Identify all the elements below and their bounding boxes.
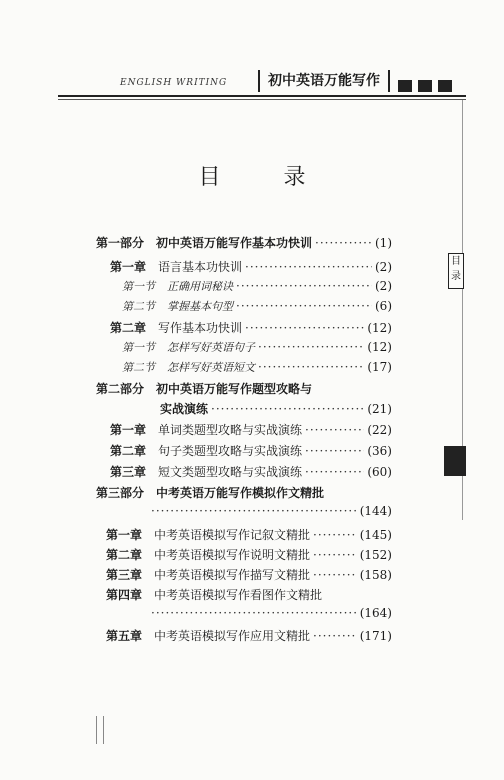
toc-leader [245,321,364,335]
toc-text: 掌握基本句型 [167,300,233,313]
toc-label: 第二章 [106,548,143,562]
toc-text: 中考英语万能写作模拟作文精批 [156,486,325,500]
toc-text: 正确用词秘诀 [167,280,233,293]
toc-page: (21) [367,402,392,416]
toc-text: 语言基本功快训 [158,260,243,274]
toc-page: (164) [359,606,392,620]
toc-leader [236,299,372,313]
toc-leader [305,465,364,479]
toc-entry [122,339,392,355]
toc-entry [148,606,392,620]
toc-text: 中考英语模拟写作看图作文精批 [154,588,323,602]
header-square-1 [398,80,412,92]
toc-text: 短文类题型攻略与实战演练 [158,465,303,479]
toc-text: 中考英语模拟写作记叙文精批 [154,528,311,542]
toc-label: 第三章 [110,465,147,479]
toc-page: (171) [359,629,392,643]
toc-page: (145) [359,528,392,542]
toc-label: 第一章 [110,260,147,274]
toc-label: 第一节 [122,280,155,293]
toc-entry [110,258,392,275]
toc-leader [258,340,364,354]
toc-text: 中考英语模拟写作描写文精批 [154,568,311,582]
toc-leader [211,402,364,416]
toc-text: 初中英语万能写作基本功快训 [156,236,313,250]
toc-entry [106,526,392,543]
toc-entry [106,627,392,644]
header-rule-thin [58,99,466,100]
toc-text: 初中英语万能写作题型攻略与 [156,382,313,396]
toc-leader [305,444,364,458]
toc-leader [236,279,372,293]
toc-entry [110,421,392,438]
header-title: 初中英语万能写作 [258,70,390,92]
toc-page: (36) [367,444,392,458]
toc-label: 第二节 [122,300,155,313]
toc-text: 实战演练 [160,402,209,416]
toc-page: (6) [375,299,392,313]
toc-entry [110,463,392,480]
toc-label: 第一章 [106,528,143,542]
toc-entry [122,278,392,294]
toc-leader [151,504,357,518]
toc-label: 第五章 [106,629,143,643]
toc-entry [148,504,392,518]
toc-text: 单词类题型攻略与实战演练 [158,423,303,437]
toc-page: (22) [367,423,392,437]
toc-entry [106,566,392,583]
toc-leader [315,236,372,250]
toc-entry [96,380,392,397]
toc-text: 写作基本功快训 [158,321,243,335]
toc-entry [96,484,392,501]
toc-leader [313,629,357,643]
header-latin: ENGLISH WRITING [120,78,228,88]
toc-leader [313,548,357,562]
toc-page: (2) [375,260,392,274]
toc-text: 怎样写好英语短文 [167,361,255,374]
toc-page: (12) [367,340,392,354]
toc-text: 句子类题型攻略与实战演练 [158,444,303,458]
toc-page: (17) [367,360,392,374]
toc-label: 第二章 [110,444,147,458]
side-tab: 目 录 [448,253,464,289]
toc-page: (158) [359,568,392,582]
toc-page: (60) [367,465,392,479]
toc-leader [245,260,372,274]
toc-leader [258,360,364,374]
header-square-2 [418,80,432,92]
toc-page: (144) [359,504,392,518]
toc-label: 第二章 [110,321,147,335]
toc-entry [148,400,392,417]
toc-page: (152) [359,548,392,562]
toc-label: 第二部分 [96,382,145,396]
toc-entry [110,442,392,459]
toc-entry [106,546,392,563]
toc-label: 第一部分 [96,236,145,250]
corner-mark [96,716,104,744]
toc-label: 第四章 [106,588,143,602]
toc-entry [110,319,392,336]
toc-page: (2) [375,279,392,293]
header-square-3 [438,80,452,92]
toc-page: (1) [375,236,392,250]
toc-label: 第二节 [122,361,155,374]
toc-entry [122,359,392,375]
toc-text: 中考英语模拟写作应用文精批 [154,629,311,643]
toc-leader [313,528,357,542]
toc-label: 第三部分 [96,486,145,500]
toc-leader [151,606,357,620]
page-title: 目 录 [198,165,334,190]
toc-text: 中考英语模拟写作说明文精批 [154,548,311,562]
toc-text: 怎样写好英语句子 [167,341,255,354]
toc-label: 第一章 [110,423,147,437]
toc-leader [305,423,364,437]
toc-page: (12) [367,321,392,335]
toc-label: 第三章 [106,568,143,582]
thumb-index-mark [444,446,466,476]
toc-entry [106,586,392,603]
toc-label: 第一节 [122,341,155,354]
toc-leader [313,568,357,582]
header-rule [58,95,466,97]
toc-entry [122,298,392,314]
toc-entry [96,234,392,251]
